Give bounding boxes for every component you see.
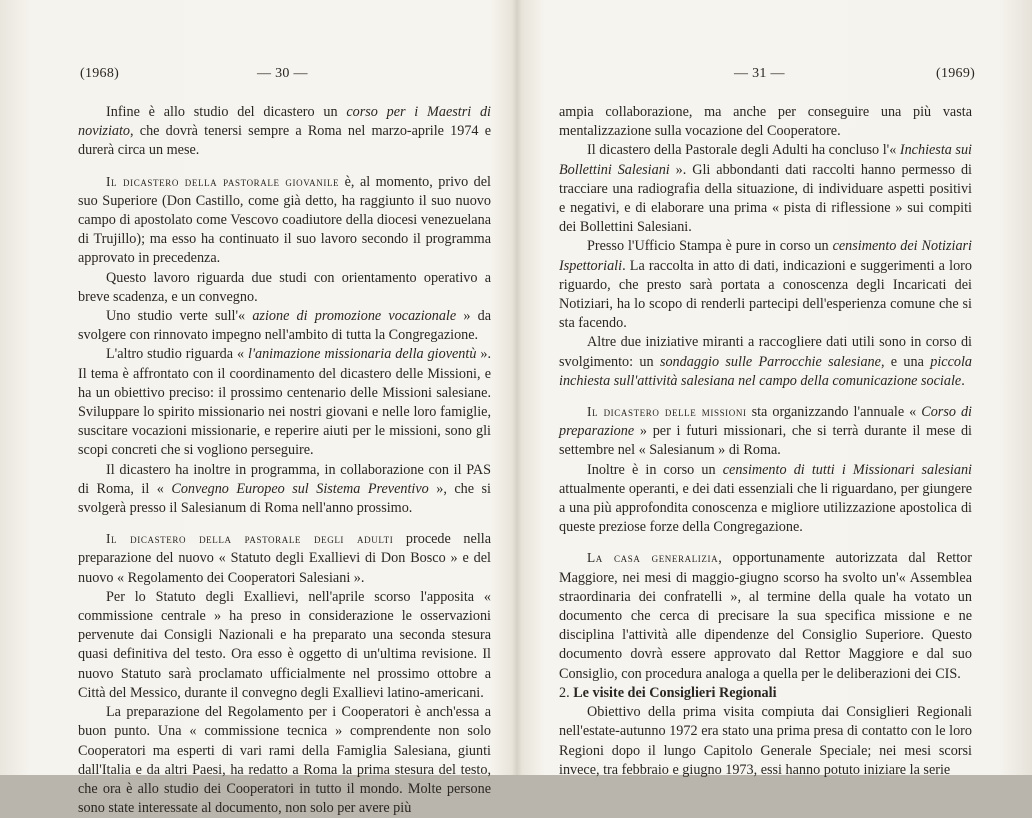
- text-run: Per lo Statuto degli Exallievi, nell'aprile scorso l'apposita « commissione centrale » ha preso in considerazione le osservazioni pervenute dai Consigli Nazionali e ha preparato una seconda stesura quasi definitiva del testo. Ora esso è oggetto di un'ultima revisione. Il nuovo Statuto sarà proclamato ufficialmente nel prossimo ottobre a Città del Messico, durante il convegno degli Exallievi latino-americani.: [78, 588, 491, 701]
- right-page-number: — 31 —: [734, 66, 785, 81]
- paragraph: [78, 307, 491, 345]
- right-page: [516, 0, 1032, 778]
- text-run: Il dicastero della Pastorale degli Adulti ha concluso l'«: [587, 142, 900, 159]
- text-run: L'altro studio riguarda «: [106, 346, 248, 363]
- left-text-column: [78, 103, 491, 818]
- paragraph: [559, 402, 972, 461]
- text-run: attualmente operanti, e dei dati essenziali che li riguardano, per giungere a una più approfondita conoscenza e migliore utilizzazione apostolica di queste preziose forze della Congregazione.: [559, 480, 972, 536]
- italic-text: corso per i Maestri di noviziato: [78, 104, 491, 140]
- left-page: [0, 0, 516, 817]
- text-run: Infine è allo studio del dicastero un: [106, 104, 347, 120]
- paragraph: [78, 529, 491, 588]
- text-run: Inoltre è in corso un: [587, 461, 723, 478]
- italic-text: censimento di tutti i Missionari salesiani: [722, 461, 972, 478]
- italic-text: Convegno Europeo sul Sistema Preventivo: [171, 480, 429, 497]
- paragraph: [78, 103, 491, 161]
- section-lead-in: Il dicastero delle missioni: [587, 404, 747, 420]
- section-number: 2.: [559, 684, 570, 701]
- italic-text: Corso di preparazione: [559, 404, 972, 440]
- text-run: , opportunamente autorizzata dal Rettor Maggiore, nei mesi di maggio-giugno scorso ha svolto un'« Assemblea straordinaria dei confratelli », al termine della quale ha votato un documento che cerca di precisare la sua specifica missione e ne disciplina l'attività alle dipendenze del Consiglio Superiore. Questo documento dovrà essere approvato dal Rettor Maggiore e dal suo Consiglio, con procedura analoga a quella per le deliberazioni dei CIS.: [559, 550, 972, 682]
- text-run: » da svolgere con rinnovato impegno nell'ambito di tutta la Congregazione.: [78, 308, 492, 344]
- text-run: sta organizzando l'annuale «: [746, 404, 922, 421]
- italic-text: piccola inchiesta sull'attività salesiana nel campo della comunicazione sociale: [559, 353, 973, 389]
- paragraph: [78, 703, 491, 818]
- section-heading: [559, 684, 972, 703]
- paragraph: [559, 461, 972, 538]
- right-paragraphs: [559, 103, 972, 684]
- text-run: ampia collaborazione, ma anche per conseguire una più vasta mentalizzazione sulla vocazione del Cooperatore.: [559, 104, 972, 140]
- paragraph: [559, 333, 972, 391]
- italic-text: Inchiesta sui Bollettini Salesiani: [559, 142, 972, 178]
- text-run: La preparazione del Regolamento per i Cooperatori è anch'essa a buon punto. Una « commissione tecnica » comprendente non solo Cooperatori ma esperti di vari rami della Famiglia Salesiana, giunti dall'Italia e da altri Paesi, ha redatto a Roma la prima stesura del testo, che ora è allo studio dei Cooperatori in tutto il mondo. Molte persone sono state interessate al documento, non solo per avere più: [78, 704, 491, 817]
- paragraph: [78, 461, 491, 519]
- text-run: è, al momento, privo del suo Superiore (Don Castillo, come già detto, ha raggiunto il suo nuovo campo di apostolato come Vescovo coadiutore della diocesi venezuelana di Trujillo); ma esso ha continuato il suo lavoro secondo il programma approvato in precedenza.: [78, 173, 491, 267]
- section-lead-in: Il dicastero della pastorale degli adulti: [106, 531, 394, 547]
- right-text-column: [559, 103, 972, 780]
- paragraph: [559, 103, 972, 141]
- text-run: Il dicastero ha inoltre in programma, in collaborazione con il PAS di Roma, il «: [78, 461, 491, 497]
- text-run: Questo lavoro riguarda due studi con orientamento operativo a breve scadenza, e un convegno.: [78, 269, 491, 305]
- paragraph: [78, 588, 491, 703]
- text-run: , e una: [880, 353, 931, 370]
- text-run: procede nella preparazione del nuovo « Statuto degli Exallievi di Don Bosco » e del nuovo « Regolamento dei Cooperatori Salesiani ».: [78, 531, 491, 586]
- text-run: Uno studio verte sull'«: [106, 308, 253, 325]
- left-running-year: (1968): [80, 66, 120, 81]
- text-run: » per i futuri missionari, che si terrà durante il mese di settembre nel « Salesianum » di Roma.: [559, 423, 972, 459]
- italic-text: l'animazione missionaria della gioventù: [248, 346, 477, 363]
- text-run: . La raccolta in atto di dati, indicazioni e suggerimenti a loro riguardo, che presto sarà portata a conoscenza degli Incaricati dei Notiziari, ha lo scopo di renderli partecipi dell'esperienza comune che si sta facendo.: [559, 257, 972, 332]
- section-lead-in: La casa generalizia: [587, 550, 719, 566]
- text-run: Altre due iniziative miranti a raccogliere dati utili sono in corso di svolgimento: un: [559, 334, 972, 370]
- right-running-year: (1969): [936, 66, 976, 81]
- italic-text: censimento dei Notiziari Ispettoriali: [559, 238, 972, 274]
- section-lead-in: Il dicastero della pastorale giovanile: [106, 173, 340, 189]
- section-title: Le visite dei Consiglieri Regionali: [573, 684, 777, 701]
- paragraph: [78, 269, 491, 307]
- text-run: », che si svolgerà presso il Salesianum di Roma nell'anno prossimo.: [78, 480, 491, 517]
- paragraph: [78, 345, 491, 460]
- italic-text: sondaggio sulle Parrocchie salesiane: [659, 353, 881, 370]
- text-run: Presso l'Ufficio Stampa è pure in corso un: [587, 238, 833, 255]
- text-run: ». Il tema è affrontato con il coordinamento del dicastero delle Missioni, e ha un obiettivo preciso: il prossimo centenario delle Missioni salesiane. Sviluppare lo spirito missionario nei nostri giovani e nelle loro famiglie, suscitare vocazioni missionarie, e reperire aiuti per le missioni, sono gli scopi concreti che si vogliono perseguire.: [78, 346, 491, 459]
- italic-text: azione di promozione vocazionale: [252, 308, 457, 325]
- closing-paragraph: Obiettivo della prima visita compiuta dai Consiglieri Regionali nell'estate-autunno 1972 era stato una prima presa di contatto con le loro Regioni dopo il lungo Capitolo Generale Speciale; nei mesi scorsi invece, tra febbraio e giugno 1973, essi hanno potuto iniziare la serie: [559, 704, 972, 778]
- left-page-number: — 30 —: [257, 66, 308, 81]
- text-run: .: [961, 372, 965, 389]
- paragraph: [559, 548, 972, 683]
- text-run: ». Gli abbondanti dati raccolti hanno permesso di tracciare una radiografia della situazione, di individuare aspetti positivi e negativi, e di elaborare una prima « pista di riflessione » sui compiti dei Bollettini Salesiani.: [559, 161, 972, 236]
- paragraph: [559, 141, 972, 237]
- paragraph: [78, 172, 491, 269]
- paragraph: [559, 237, 972, 333]
- text-run: , che dovrà tenersi sempre a Roma nel marzo-aprile 1974 e durerà circa un mese.: [78, 123, 491, 159]
